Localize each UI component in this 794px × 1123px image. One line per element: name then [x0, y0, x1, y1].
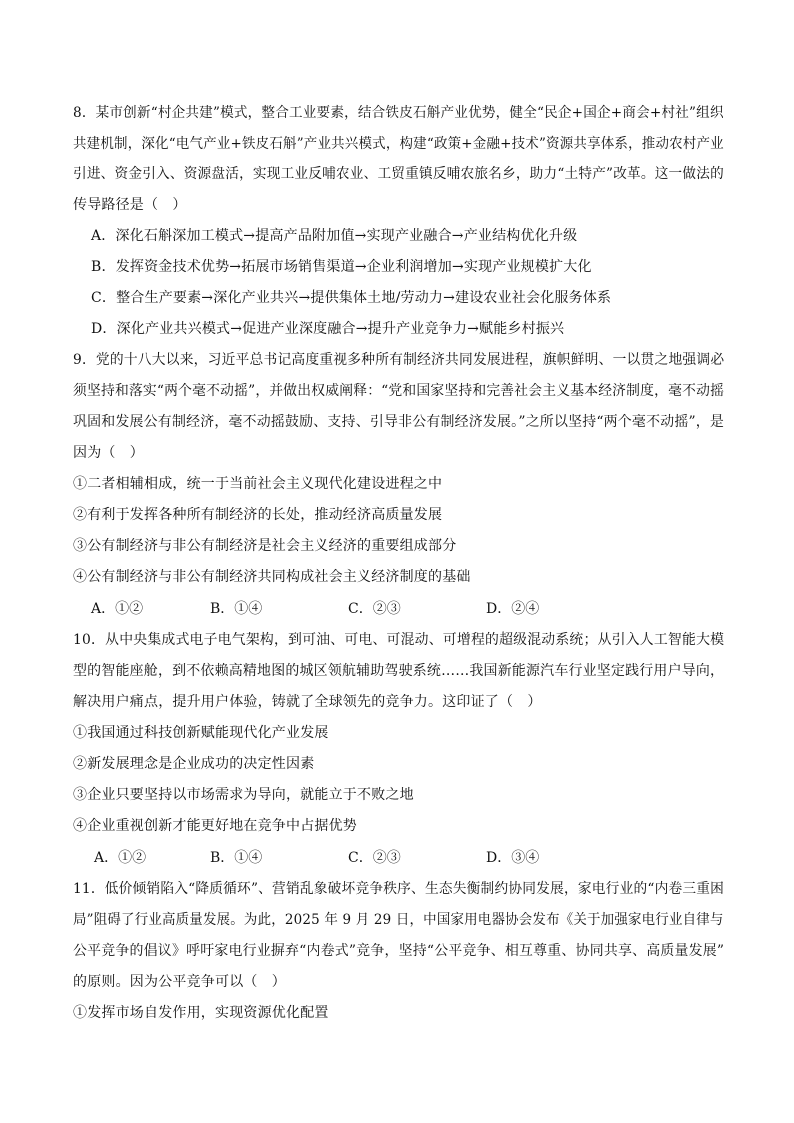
q9-stem-line-4: 因为（ ） — [73, 445, 144, 461]
q9-statement-2: ②有利于发挥各种所有制经济的长处，推动经济高质量发展 — [73, 507, 443, 523]
q10-choice-c: C．②③ — [348, 850, 401, 866]
q10-choice-a: A．①② — [94, 850, 147, 866]
q8-option-c: C．整合生产要素→深化产业共兴→提供集体土地/劳动力→建设农业社会化服务体系 — [91, 290, 612, 306]
q10-stem-line-2: 型的智能座舱，到不依赖高精地图的城区领航辅助驾驶系统……我国新能源汽车行业坚定践行用户导向， — [73, 663, 725, 679]
q9-statement-4: ④公有制经济与非公有制经济共同构成社会主义经济制度的基础 — [73, 569, 471, 585]
q9-choice-a: A．①② — [91, 601, 144, 617]
q9-stem-line-2: 须坚持和落实“两个毫不动摇”，并做出权威阐释：“党和国家坚持和完善社会主义基本经济制度，毫不动摇 — [73, 383, 725, 399]
q9-choice-d: D．②④ — [486, 601, 540, 617]
q8-option-d: D．深化产业共兴模式→促进产业深度融合→提升产业竞争力→赋能乡村振兴 — [91, 321, 565, 337]
q9-stem-line-3: 巩固和发展公有制经济，毫不动摇鼓励、支持、引导非公有制经济发展。”之所以坚持“两个毫不动摇”，是 — [73, 414, 725, 430]
q10-statement-4: ④企业重视创新才能更好地在竞争中占据优势 — [73, 818, 357, 834]
q9-choice-c: C．②③ — [348, 601, 401, 617]
q9-statement-1: ①二者相辅相成，统一于当前社会主义现代化建设进程之中 — [73, 476, 443, 492]
q8-stem-line-1: 8．某市创新“村企共建”模式，整合工业要素，结合铁皮石斛产业优势，健全“民企+国企+商会+村社”组织 — [73, 105, 724, 121]
q10-stem-line-3: 解决用户痛点，提升用户体验，铸就了全球领先的竞争力。这印证了（ ） — [73, 694, 542, 710]
q9-choice-b: B．①④ — [210, 601, 263, 617]
q8-option-b: B．发挥资金技术优势→拓展市场销售渠道→企业利润增加→实现产业规模扩大化 — [91, 259, 592, 275]
q8-stem-line-2: 共建机制，深化“电气产业+铁皮石斛”产业共兴模式，构建“政策+金融+技术”资源共享体系，推动农村产业 — [73, 136, 724, 152]
q11-stem-line-2: 局”阻碍了行业高质量发展。为此，2025 年 9 月 29 日，中国家用电器协会发布《关于加强家电行业自律与 — [73, 912, 724, 928]
q10-choice-d: D．③④ — [486, 850, 540, 866]
q8-stem-line-4: 传导路径是（ ） — [73, 197, 187, 213]
q11-stem-line-4: 的原则。因为公平竞争可以（ ） — [73, 974, 286, 990]
q9-stem-line-1: 9．党的十八大以来，习近平总书记高度重视多种所有制经济共同发展进程，旗帜鲜明、一以贯之地强调必 — [73, 352, 725, 368]
q10-statement-1: ①我国通过科技创新赋能现代化产业发展 — [73, 725, 329, 741]
q10-choice-b: B．①④ — [210, 850, 263, 866]
q11-stem-line-3: 公平竞争的倡议》呼吁家电行业摒弃“内卷式”竞争，坚持“公平竞争、相互尊重、协同共享、高质量发展” — [73, 943, 725, 959]
q10-stem-line-1: 10．从中央集成式电子电气架构，到可油、可电、可混动、可增程的超级混动系统；从引入人工智能大模 — [73, 632, 725, 648]
q10-statement-2: ②新发展理念是企业成功的决定性因素 — [73, 756, 315, 772]
q9-statement-3: ③公有制经济与非公有制经济是社会主义经济的重要组成部分 — [73, 538, 457, 554]
q8-option-a: A．深化石斛深加工模式→提高产品附加值→实现产业融合→产业结构优化升级 — [91, 228, 578, 244]
q11-statement-1: ①发挥市场自发作用，实现资源优化配置 — [73, 1005, 329, 1021]
q11-stem-line-1: 11．低价倾销陷入“降质循环”、营销乱象破坏竞争秩序、生态失衡制约协同发展，家电行业的“内卷三重困 — [73, 881, 725, 897]
q8-stem-line-3: 引进、资金引入、资源盘活，实现工业反哺农业、工贸重镇反哺农旅名乡，助力“土特产”改革。这一做法的 — [73, 166, 724, 182]
q10-statement-3: ③企业只要坚持以市场需求为导向，就能立于不败之地 — [73, 787, 414, 803]
